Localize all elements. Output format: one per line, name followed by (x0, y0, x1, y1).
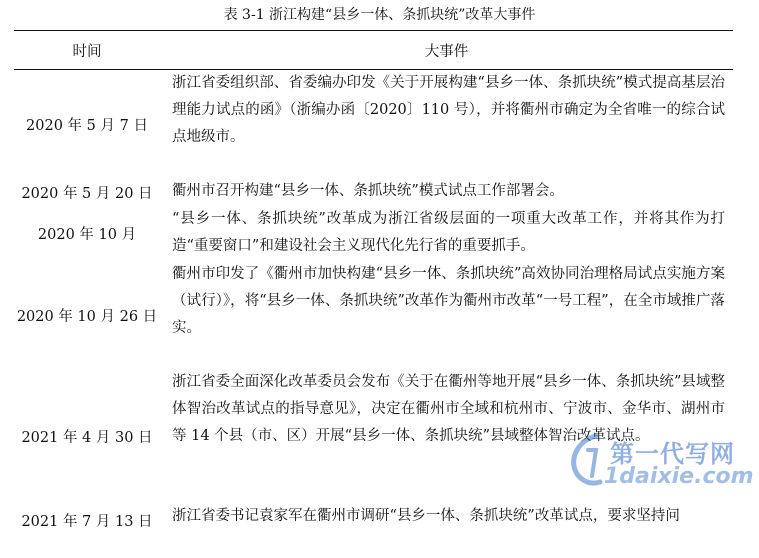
table-row (14, 503, 733, 537)
table-row (14, 178, 733, 206)
row-event: 衢州市召开构建“县乡一体、条抓块统”模式试点工作部署会。 (172, 183, 564, 199)
row-time: 2021 年 7 月 13 日 (21, 513, 153, 530)
header-event: 大事件 (424, 43, 469, 60)
table-caption: 表 3-1 浙江构建“县乡一体、条抓块统”改革大事件 (223, 7, 536, 23)
header-time: 时间 (72, 43, 102, 60)
table-row (14, 206, 733, 261)
row-time: 2021 年 4 月 30 日 (21, 429, 153, 446)
row-time: 2020 年 5 月 20 日 (21, 185, 153, 202)
row-event: “县乡一体、条抓块统”改革成为浙江省级层面的一项重大改革工作，并将其作为打造“重要窗口”和建设社会主义现代化先行省的重要抓手。 (172, 211, 725, 254)
row-event: 浙江省委组织部、省委编办印发《关于开展构建“县乡一体、条抓块统”模式提高基层治理能力试点的函》（浙编办函〔2020〕110 号），并将衢州市确定为全省唯一的综合试点地级市。 (172, 75, 725, 145)
table-row (14, 369, 733, 503)
row-event: 浙江省委书记袁家军在衢州市调研“县乡一体、条抓块统”改革试点，要求坚持问 (172, 508, 680, 524)
row-event: 浙江省委全面深化改革委员会发布《关于在衢州等地开展“县乡一体、条抓块统”县域整体智治改革试点的指导意见》，决定在衢州市全域和杭州市、宁波市、金华市、湖州市等 14 个县（市、区）开展“县乡一体、条抓块统”县域整体智治改革试点。 (172, 374, 725, 444)
row-time: 2020 年 10 月 (37, 227, 137, 243)
watermark-line2: 1daixie.com (604, 464, 754, 489)
events-table (14, 30, 733, 537)
row-time: 2020 年 10 月 26 日 (16, 308, 158, 325)
table-header (14, 31, 733, 69)
row-time: 2020 年 5 月 7 日 (26, 117, 148, 134)
table-row (14, 261, 733, 369)
row-event: 衢州市印发了《衢州市加快构建“县乡一体、条抓块统”高效协同治理格局试点实施方案（试行）》，将“县乡一体、条抓块统”改革作为衢州市改革“一号工程”，在全市域推广落实。 (172, 266, 725, 336)
table-row (14, 70, 733, 178)
watermark-line1: 第一代写网 (610, 440, 735, 468)
